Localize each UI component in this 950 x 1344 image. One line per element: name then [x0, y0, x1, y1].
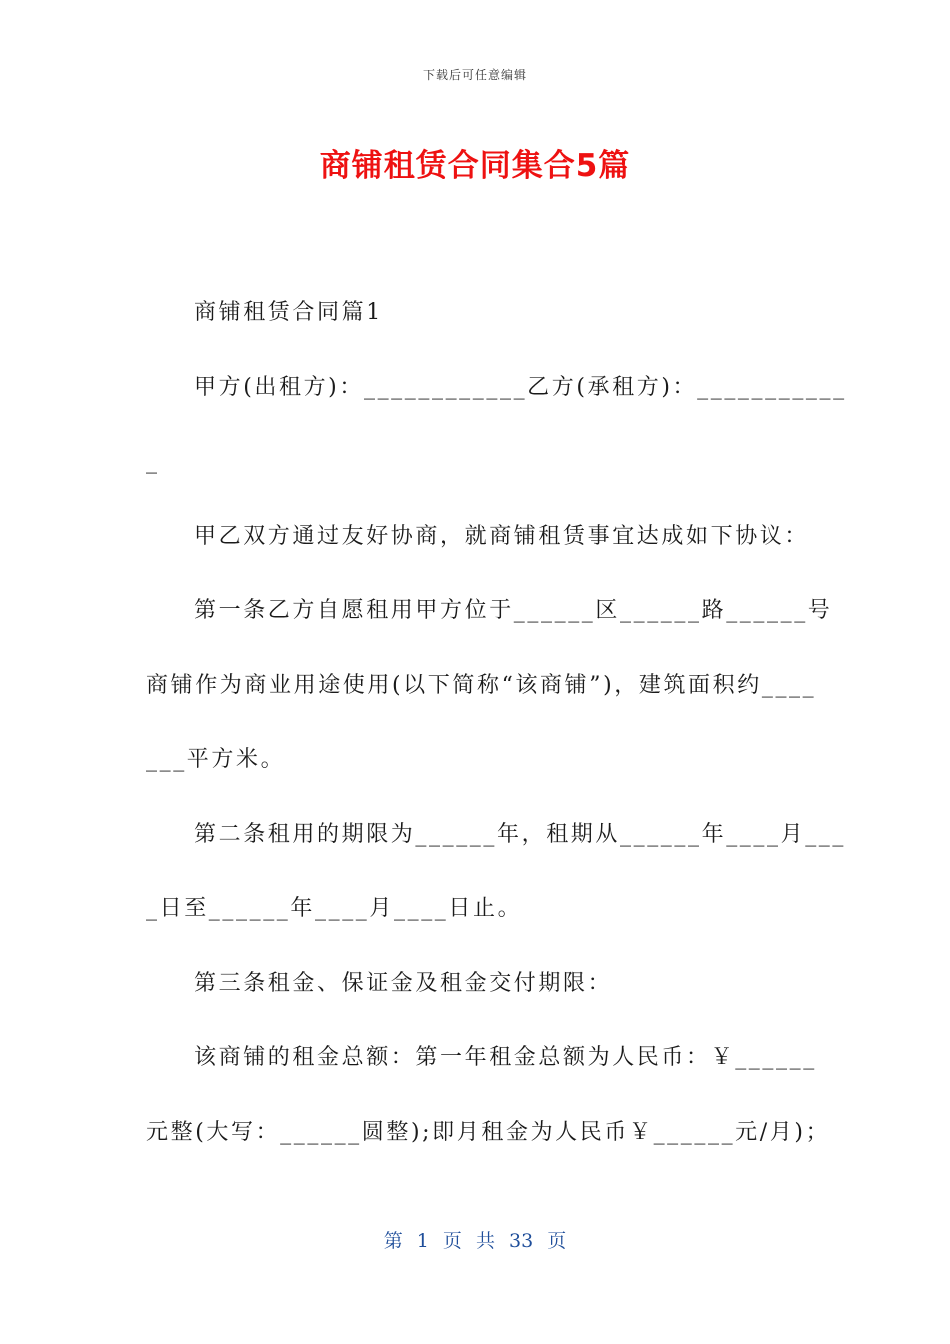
party-line: 甲方(出租方)：____________乙方(承租方)：___________: [194, 374, 847, 400]
rent-line-2: 元整(大写：______圆整);即月租金为人民币￥______元/月)；: [146, 1119, 831, 1145]
document-title: 商铺租赁合同集合5篇: [319, 148, 631, 184]
clause-3-heading: 第三条租金、保证金及租金交付期限：: [194, 970, 613, 996]
header-note: 下载后可任意编辑: [422, 68, 527, 82]
clause-1-line-3: ___平方米。: [146, 747, 286, 772]
page-number: 第 1 页 共 33 页: [383, 1230, 567, 1252]
clause-1-line-2: 商铺作为商业用途使用(以下简称“该商铺”)，建筑面积约____: [146, 672, 817, 698]
clause-2-line-2: _日至______年____月____日止。: [146, 896, 523, 921]
clause-1-line-1: 第一条乙方自愿租用甲方位于______区______路______号: [194, 598, 833, 623]
section-heading: 商铺租赁合同篇1: [194, 300, 383, 325]
document-body: [146, 276, 847, 1170]
rent-line-1: 该商铺的租金总额：第一年租金总额为人民币：￥______: [194, 1045, 817, 1070]
clause-2-line-1: 第二条租用的期限为______年，租期从______年____月___: [194, 821, 847, 847]
party-line-continued: _: [146, 449, 160, 474]
agreement-intro: 甲乙双方通过友好协商，就商铺租赁事宜达成如下协议：: [194, 523, 810, 549]
